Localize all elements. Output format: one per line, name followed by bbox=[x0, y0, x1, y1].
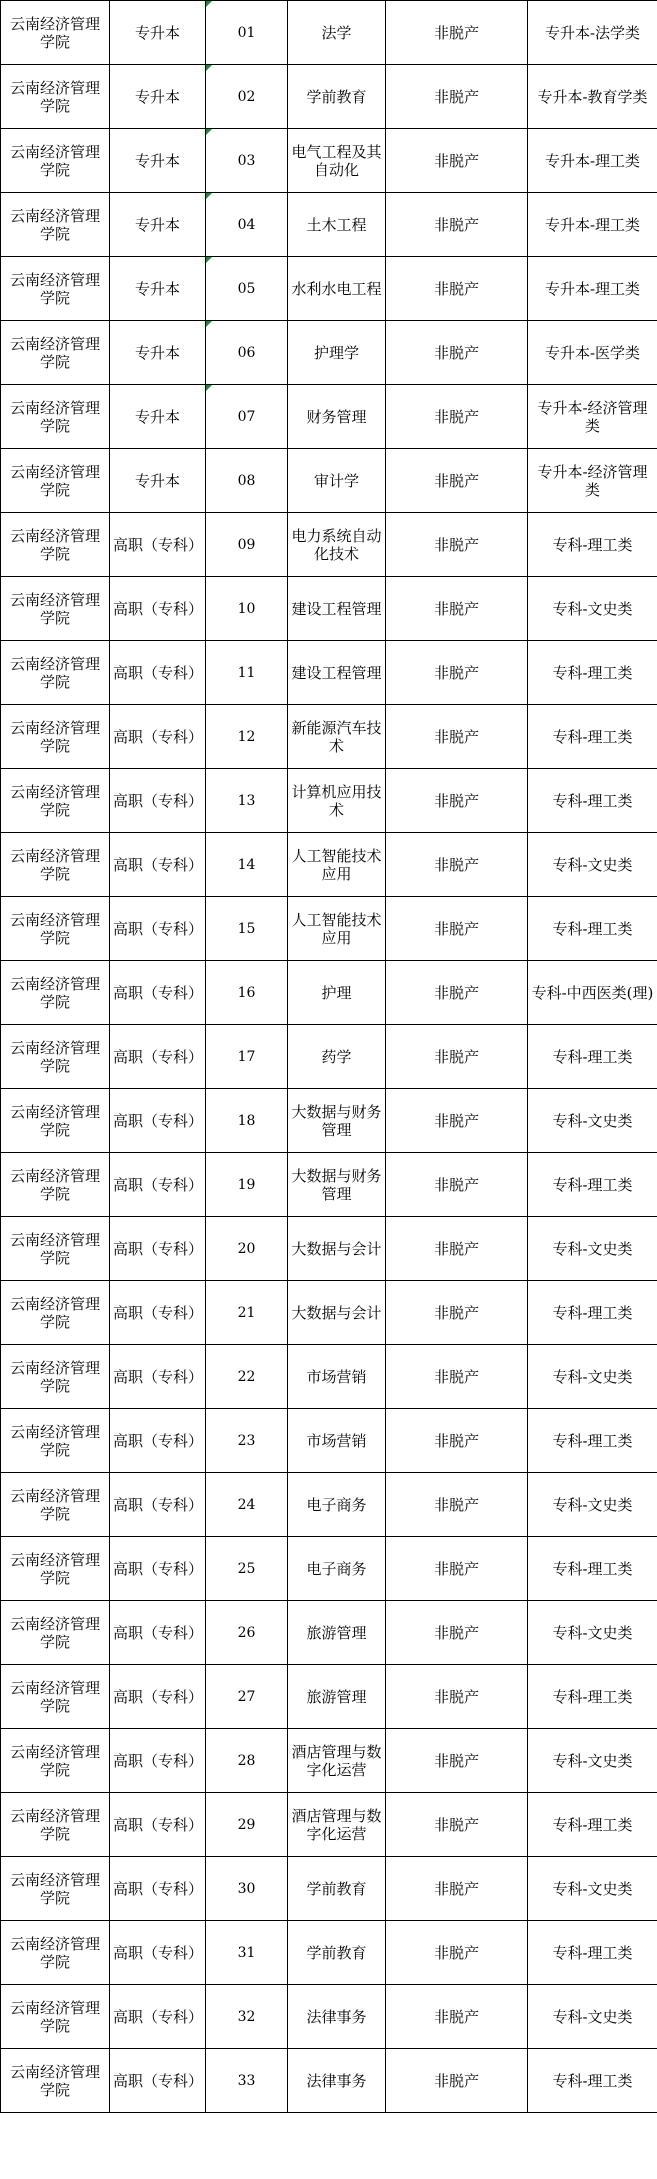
school-cell: 云南经济管理学院 bbox=[1, 1217, 110, 1281]
level-cell: 高职（专科） bbox=[110, 705, 206, 769]
code-cell: 15 bbox=[206, 897, 288, 961]
study-mode-cell: 非脱产 bbox=[386, 1729, 528, 1793]
study-mode-cell: 非脱产 bbox=[386, 897, 528, 961]
table-row bbox=[1, 1025, 657, 1089]
level-cell: 高职（专科） bbox=[110, 897, 206, 961]
code-cell: 13 bbox=[206, 769, 288, 833]
category-cell: 专科-理工类 bbox=[528, 705, 657, 769]
code-cell: 16 bbox=[206, 961, 288, 1025]
category-cell: 专升本-医学类 bbox=[528, 321, 657, 385]
school-cell: 云南经济管理学院 bbox=[1, 193, 110, 257]
major-cell: 法律事务 bbox=[288, 1985, 386, 2049]
code-cell: 01 bbox=[206, 1, 288, 65]
code-cell: 33 bbox=[206, 2049, 288, 2113]
study-mode-cell: 非脱产 bbox=[386, 1537, 528, 1601]
major-cell: 水利水电工程 bbox=[288, 257, 386, 321]
code-cell: 31 bbox=[206, 1921, 288, 1985]
study-mode-cell: 非脱产 bbox=[386, 833, 528, 897]
level-cell: 专升本 bbox=[110, 193, 206, 257]
school-cell: 云南经济管理学院 bbox=[1, 1665, 110, 1729]
category-cell: 专科-理工类 bbox=[528, 1665, 657, 1729]
code-cell: 18 bbox=[206, 1089, 288, 1153]
category-cell: 专升本-法学类 bbox=[528, 1, 657, 65]
level-cell: 高职（专科） bbox=[110, 1217, 206, 1281]
study-mode-cell: 非脱产 bbox=[386, 641, 528, 705]
major-cell: 电子商务 bbox=[288, 1537, 386, 1601]
major-cell: 旅游管理 bbox=[288, 1665, 386, 1729]
study-mode-cell: 非脱产 bbox=[386, 1025, 528, 1089]
code-cell: 11 bbox=[206, 641, 288, 705]
major-cell: 学前教育 bbox=[288, 1857, 386, 1921]
table-row bbox=[1, 1857, 657, 1921]
major-cell: 学前教育 bbox=[288, 65, 386, 129]
study-mode-cell: 非脱产 bbox=[386, 1, 528, 65]
table-row bbox=[1, 1793, 657, 1857]
level-cell: 高职（专科） bbox=[110, 641, 206, 705]
table-body bbox=[1, 1, 657, 2113]
category-cell: 专科-文史类 bbox=[528, 1729, 657, 1793]
study-mode-cell: 非脱产 bbox=[386, 1089, 528, 1153]
category-cell: 专升本-经济管理类 bbox=[528, 449, 657, 513]
school-cell: 云南经济管理学院 bbox=[1, 2049, 110, 2113]
study-mode-cell: 非脱产 bbox=[386, 1217, 528, 1281]
code-cell: 10 bbox=[206, 577, 288, 641]
major-cell: 土木工程 bbox=[288, 193, 386, 257]
school-cell: 云南经济管理学院 bbox=[1, 1537, 110, 1601]
school-cell: 云南经济管理学院 bbox=[1, 1089, 110, 1153]
major-cell: 建设工程管理 bbox=[288, 641, 386, 705]
category-cell: 专科-理工类 bbox=[528, 1793, 657, 1857]
study-mode-cell: 非脱产 bbox=[386, 385, 528, 449]
table-row bbox=[1, 705, 657, 769]
level-cell: 高职（专科） bbox=[110, 1921, 206, 1985]
table-row bbox=[1, 577, 657, 641]
table-row bbox=[1, 1089, 657, 1153]
major-cell: 法学 bbox=[288, 1, 386, 65]
code-cell: 08 bbox=[206, 449, 288, 513]
school-cell: 云南经济管理学院 bbox=[1, 1, 110, 65]
table-row bbox=[1, 1153, 657, 1217]
table-row bbox=[1, 1921, 657, 1985]
table-row bbox=[1, 1281, 657, 1345]
table-row bbox=[1, 2049, 657, 2113]
study-mode-cell: 非脱产 bbox=[386, 705, 528, 769]
major-cell: 计算机应用技术 bbox=[288, 769, 386, 833]
study-mode-cell: 非脱产 bbox=[386, 1665, 528, 1729]
major-cell: 学前教育 bbox=[288, 1921, 386, 1985]
school-cell: 云南经济管理学院 bbox=[1, 1473, 110, 1537]
school-cell: 云南经济管理学院 bbox=[1, 1857, 110, 1921]
code-cell: 23 bbox=[206, 1409, 288, 1473]
level-cell: 专升本 bbox=[110, 449, 206, 513]
school-cell: 云南经济管理学院 bbox=[1, 1985, 110, 2049]
level-cell: 高职（专科） bbox=[110, 833, 206, 897]
table-row bbox=[1, 1601, 657, 1665]
study-mode-cell: 非脱产 bbox=[386, 1601, 528, 1665]
code-cell: 24 bbox=[206, 1473, 288, 1537]
study-mode-cell: 非脱产 bbox=[386, 65, 528, 129]
category-cell: 专升本-教育学类 bbox=[528, 65, 657, 129]
study-mode-cell: 非脱产 bbox=[386, 1345, 528, 1409]
category-cell: 专升本-理工类 bbox=[528, 129, 657, 193]
study-mode-cell: 非脱产 bbox=[386, 257, 528, 321]
category-cell: 专科-文史类 bbox=[528, 577, 657, 641]
school-cell: 云南经济管理学院 bbox=[1, 513, 110, 577]
school-cell: 云南经济管理学院 bbox=[1, 321, 110, 385]
study-mode-cell: 非脱产 bbox=[386, 1985, 528, 2049]
table-row bbox=[1, 449, 657, 513]
category-cell: 专科-理工类 bbox=[528, 1921, 657, 1985]
major-cell: 审计学 bbox=[288, 449, 386, 513]
level-cell: 高职（专科） bbox=[110, 1985, 206, 2049]
level-cell: 专升本 bbox=[110, 385, 206, 449]
level-cell: 高职（专科） bbox=[110, 1793, 206, 1857]
category-cell: 专科-文史类 bbox=[528, 1345, 657, 1409]
code-cell: 05 bbox=[206, 257, 288, 321]
category-cell: 专科-理工类 bbox=[528, 513, 657, 577]
major-cell: 人工智能技术应用 bbox=[288, 897, 386, 961]
table-row bbox=[1, 1729, 657, 1793]
major-cell: 大数据与财务管理 bbox=[288, 1089, 386, 1153]
major-cell: 酒店管理与数字化运营 bbox=[288, 1729, 386, 1793]
category-cell: 专科-理工类 bbox=[528, 897, 657, 961]
code-cell: 28 bbox=[206, 1729, 288, 1793]
table-row bbox=[1, 833, 657, 897]
level-cell: 高职（专科） bbox=[110, 1281, 206, 1345]
major-cell: 旅游管理 bbox=[288, 1601, 386, 1665]
level-cell: 高职（专科） bbox=[110, 1089, 206, 1153]
code-cell: 25 bbox=[206, 1537, 288, 1601]
major-cell: 人工智能技术应用 bbox=[288, 833, 386, 897]
major-cell: 大数据与财务管理 bbox=[288, 1153, 386, 1217]
study-mode-cell: 非脱产 bbox=[386, 1409, 528, 1473]
major-cell: 新能源汽车技术 bbox=[288, 705, 386, 769]
major-cell: 建设工程管理 bbox=[288, 577, 386, 641]
category-cell: 专科-文史类 bbox=[528, 1857, 657, 1921]
study-mode-cell: 非脱产 bbox=[386, 577, 528, 641]
category-cell: 专科-理工类 bbox=[528, 1025, 657, 1089]
level-cell: 高职（专科） bbox=[110, 1409, 206, 1473]
code-cell: 03 bbox=[206, 129, 288, 193]
code-cell: 09 bbox=[206, 513, 288, 577]
level-cell: 高职（专科） bbox=[110, 1665, 206, 1729]
table-row bbox=[1, 385, 657, 449]
school-cell: 云南经济管理学院 bbox=[1, 1409, 110, 1473]
code-cell: 19 bbox=[206, 1153, 288, 1217]
school-cell: 云南经济管理学院 bbox=[1, 705, 110, 769]
table-row bbox=[1, 897, 657, 961]
school-cell: 云南经济管理学院 bbox=[1, 961, 110, 1025]
level-cell: 高职（专科） bbox=[110, 1345, 206, 1409]
table-row bbox=[1, 65, 657, 129]
school-cell: 云南经济管理学院 bbox=[1, 1153, 110, 1217]
study-mode-cell: 非脱产 bbox=[386, 193, 528, 257]
level-cell: 高职（专科） bbox=[110, 1601, 206, 1665]
major-cell: 电力系统自动化技术 bbox=[288, 513, 386, 577]
category-cell: 专科-文史类 bbox=[528, 833, 657, 897]
study-mode-cell: 非脱产 bbox=[386, 513, 528, 577]
level-cell: 高职（专科） bbox=[110, 513, 206, 577]
code-cell: 14 bbox=[206, 833, 288, 897]
school-cell: 云南经济管理学院 bbox=[1, 641, 110, 705]
category-cell: 专升本-理工类 bbox=[528, 257, 657, 321]
category-cell: 专科-理工类 bbox=[528, 2049, 657, 2113]
school-cell: 云南经济管理学院 bbox=[1, 1345, 110, 1409]
table-row bbox=[1, 1, 657, 65]
study-mode-cell: 非脱产 bbox=[386, 961, 528, 1025]
table-row bbox=[1, 257, 657, 321]
level-cell: 高职（专科） bbox=[110, 1473, 206, 1537]
table-row bbox=[1, 641, 657, 705]
category-cell: 专科-文史类 bbox=[528, 1217, 657, 1281]
school-cell: 云南经济管理学院 bbox=[1, 1921, 110, 1985]
category-cell: 专升本-经济管理类 bbox=[528, 385, 657, 449]
school-cell: 云南经济管理学院 bbox=[1, 65, 110, 129]
category-cell: 专科-理工类 bbox=[528, 1153, 657, 1217]
code-cell: 21 bbox=[206, 1281, 288, 1345]
code-cell: 07 bbox=[206, 385, 288, 449]
major-cell: 市场营销 bbox=[288, 1345, 386, 1409]
table-row bbox=[1, 1537, 657, 1601]
level-cell: 高职（专科） bbox=[110, 1537, 206, 1601]
level-cell: 专升本 bbox=[110, 129, 206, 193]
study-mode-cell: 非脱产 bbox=[386, 449, 528, 513]
level-cell: 高职（专科） bbox=[110, 1153, 206, 1217]
level-cell: 高职（专科） bbox=[110, 577, 206, 641]
study-mode-cell: 非脱产 bbox=[386, 129, 528, 193]
level-cell: 高职（专科） bbox=[110, 1729, 206, 1793]
table-row bbox=[1, 961, 657, 1025]
school-cell: 云南经济管理学院 bbox=[1, 1793, 110, 1857]
school-cell: 云南经济管理学院 bbox=[1, 449, 110, 513]
study-mode-cell: 非脱产 bbox=[386, 2049, 528, 2113]
level-cell: 高职（专科） bbox=[110, 961, 206, 1025]
major-cell: 电气工程及其自动化 bbox=[288, 129, 386, 193]
category-cell: 专科-理工类 bbox=[528, 769, 657, 833]
table-row bbox=[1, 321, 657, 385]
table-row bbox=[1, 1217, 657, 1281]
table-row bbox=[1, 1473, 657, 1537]
major-cell: 护理 bbox=[288, 961, 386, 1025]
table-row bbox=[1, 769, 657, 833]
category-cell: 专科-文史类 bbox=[528, 1601, 657, 1665]
school-cell: 云南经济管理学院 bbox=[1, 129, 110, 193]
category-cell: 专升本-理工类 bbox=[528, 193, 657, 257]
school-cell: 云南经济管理学院 bbox=[1, 1729, 110, 1793]
category-cell: 专科-理工类 bbox=[528, 1537, 657, 1601]
major-cell: 酒店管理与数字化运营 bbox=[288, 1793, 386, 1857]
code-cell: 29 bbox=[206, 1793, 288, 1857]
table-row bbox=[1, 193, 657, 257]
table-row bbox=[1, 513, 657, 577]
school-cell: 云南经济管理学院 bbox=[1, 769, 110, 833]
study-mode-cell: 非脱产 bbox=[386, 769, 528, 833]
study-mode-cell: 非脱产 bbox=[386, 1153, 528, 1217]
school-cell: 云南经济管理学院 bbox=[1, 1601, 110, 1665]
code-cell: 04 bbox=[206, 193, 288, 257]
level-cell: 专升本 bbox=[110, 257, 206, 321]
category-cell: 专科-理工类 bbox=[528, 1409, 657, 1473]
category-cell: 专科-文史类 bbox=[528, 1985, 657, 2049]
category-cell: 专科-文史类 bbox=[528, 1089, 657, 1153]
major-cell: 药学 bbox=[288, 1025, 386, 1089]
study-mode-cell: 非脱产 bbox=[386, 321, 528, 385]
major-cell: 电子商务 bbox=[288, 1473, 386, 1537]
code-cell: 26 bbox=[206, 1601, 288, 1665]
category-cell: 专科-理工类 bbox=[528, 1281, 657, 1345]
code-cell: 06 bbox=[206, 321, 288, 385]
level-cell: 专升本 bbox=[110, 321, 206, 385]
level-cell: 专升本 bbox=[110, 1, 206, 65]
table-row bbox=[1, 129, 657, 193]
level-cell: 高职（专科） bbox=[110, 769, 206, 833]
category-cell: 专科-中西医类(理) bbox=[528, 961, 657, 1025]
school-cell: 云南经济管理学院 bbox=[1, 577, 110, 641]
level-cell: 高职（专科） bbox=[110, 1857, 206, 1921]
table-row bbox=[1, 1985, 657, 2049]
major-cell: 大数据与会计 bbox=[288, 1217, 386, 1281]
study-mode-cell: 非脱产 bbox=[386, 1857, 528, 1921]
category-cell: 专科-文史类 bbox=[528, 1473, 657, 1537]
school-cell: 云南经济管理学院 bbox=[1, 1281, 110, 1345]
category-cell: 专科-理工类 bbox=[528, 641, 657, 705]
code-cell: 30 bbox=[206, 1857, 288, 1921]
school-cell: 云南经济管理学院 bbox=[1, 833, 110, 897]
code-cell: 12 bbox=[206, 705, 288, 769]
level-cell: 专升本 bbox=[110, 65, 206, 129]
table-row bbox=[1, 1345, 657, 1409]
code-cell: 02 bbox=[206, 65, 288, 129]
school-cell: 云南经济管理学院 bbox=[1, 897, 110, 961]
study-mode-cell: 非脱产 bbox=[386, 1921, 528, 1985]
study-mode-cell: 非脱产 bbox=[386, 1281, 528, 1345]
level-cell: 高职（专科） bbox=[110, 1025, 206, 1089]
code-cell: 27 bbox=[206, 1665, 288, 1729]
table-row bbox=[1, 1665, 657, 1729]
major-cell: 大数据与会计 bbox=[288, 1281, 386, 1345]
code-cell: 20 bbox=[206, 1217, 288, 1281]
major-cell: 财务管理 bbox=[288, 385, 386, 449]
major-cell: 护理学 bbox=[288, 321, 386, 385]
school-cell: 云南经济管理学院 bbox=[1, 1025, 110, 1089]
code-cell: 17 bbox=[206, 1025, 288, 1089]
table-row bbox=[1, 1409, 657, 1473]
study-mode-cell: 非脱产 bbox=[386, 1473, 528, 1537]
code-cell: 32 bbox=[206, 1985, 288, 2049]
study-mode-cell: 非脱产 bbox=[386, 1793, 528, 1857]
code-cell: 22 bbox=[206, 1345, 288, 1409]
school-cell: 云南经济管理学院 bbox=[1, 385, 110, 449]
level-cell: 高职（专科） bbox=[110, 2049, 206, 2113]
school-cell: 云南经济管理学院 bbox=[1, 257, 110, 321]
major-cell: 市场营销 bbox=[288, 1409, 386, 1473]
major-cell: 法律事务 bbox=[288, 2049, 386, 2113]
